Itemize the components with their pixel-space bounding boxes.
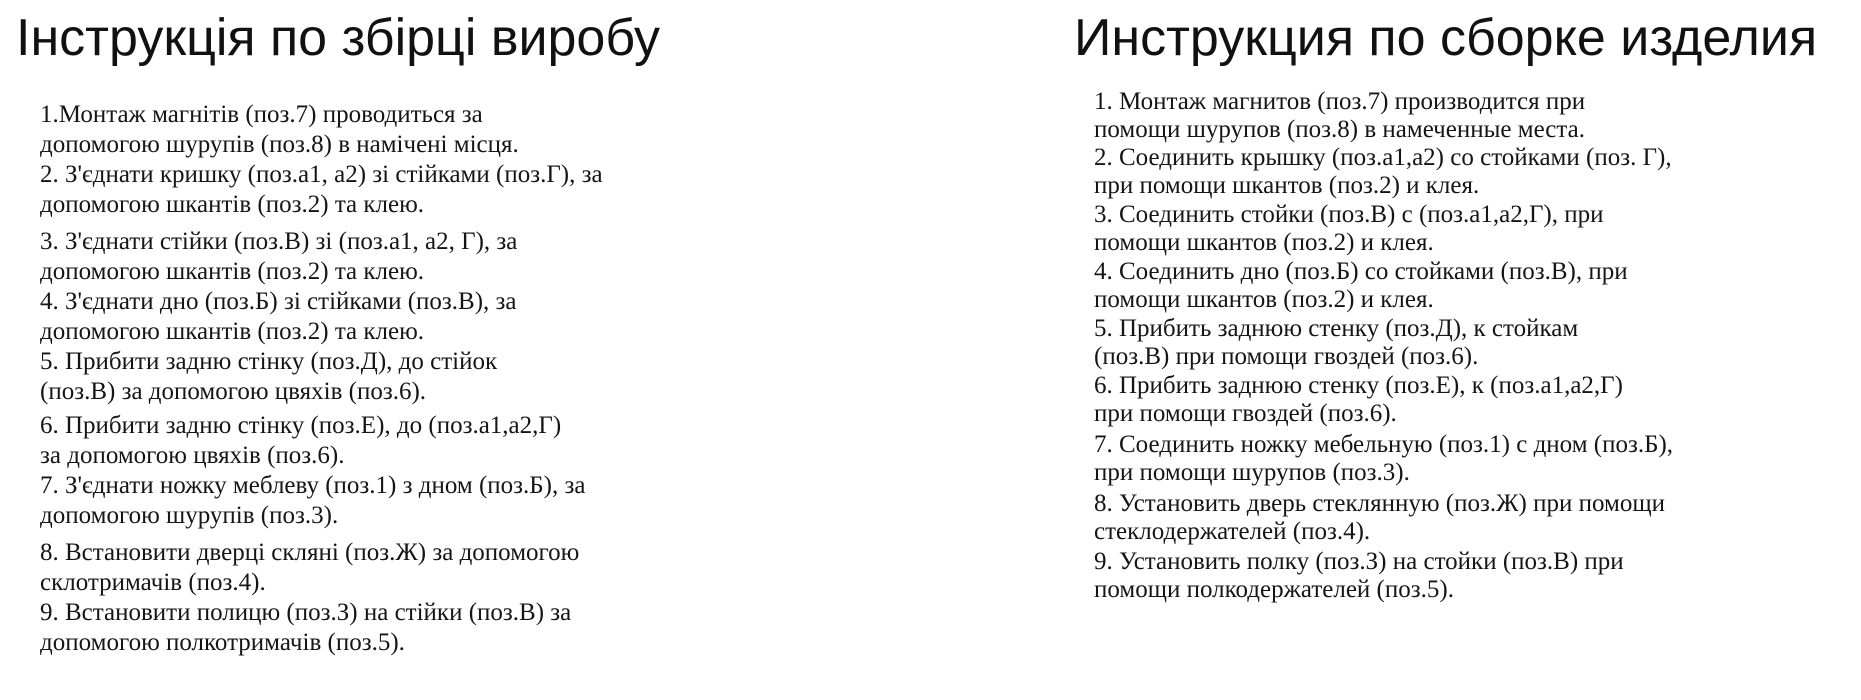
step-4-line-2: допомогою шкантів (поз.2) та клею. — [40, 318, 425, 345]
step-7 — [1094, 431, 1834, 487]
step-8-line-2: склотримачів (поз.4). — [40, 569, 266, 596]
step-5-line-1: 5. Прибити задню стінку (поз.Д), до стійок — [40, 348, 498, 375]
step-6-line-1: 6. Прибить заднюю стенку (поз.Е), к (поз.а1,а2,Г) — [1094, 372, 1623, 399]
step-7-line-1: 7. З'єднати ножку меблеву (поз.1) з дном (поз.Б), за — [40, 472, 586, 499]
step-8 — [40, 538, 880, 598]
step-6-line-2: за допомогою цвяхів (поз.6). — [40, 442, 345, 469]
step-1-line-2: допомогою шурупів (поз.8) в намічені місця. — [40, 131, 519, 158]
step-2-line-1: 2. Соединить крышку (поз.а1,а2) со стойками (поз. Г), — [1094, 144, 1672, 171]
step-6 — [1094, 372, 1834, 428]
step-2 — [1094, 144, 1834, 200]
step-5 — [40, 347, 880, 407]
step-1-line-1: 1.Монтаж магнітів (поз.7) проводиться за — [40, 101, 483, 128]
steps-list-ukrainian — [40, 100, 880, 658]
step-1-line-2: помощи шурупов (поз.8) в намеченные места. — [1094, 116, 1585, 143]
step-5-line-2: (поз.В) при помощи гвоздей (поз.6). — [1094, 343, 1479, 370]
step-7 — [40, 471, 880, 531]
step-4-line-1: 4. З'єднати дно (поз.Б) зі стійками (поз.В), за — [40, 288, 517, 315]
step-4-line-2: помощи шкантов (поз.2) и клея. — [1094, 286, 1434, 313]
step-9 — [40, 598, 880, 658]
step-9 — [1094, 548, 1834, 604]
step-9-line-2: допомогою полкотримачів (поз.5). — [40, 629, 405, 656]
step-3-line-2: допомогою шкантів (поз.2) та клею. — [40, 258, 425, 285]
step-3-line-2: помощи шкантов (поз.2) и клея. — [1094, 229, 1434, 256]
title-ukrainian: Інструкція по збірці виробу — [16, 9, 660, 67]
step-5-line-2: (поз.В) за допомогою цвяхів (поз.6). — [40, 378, 427, 405]
step-3-line-1: 3. З'єднати стійки (поз.В) зі (поз.а1, а2, Г), за — [40, 228, 518, 255]
step-2-line-2: допомогою шкантів (поз.2) та клею. — [40, 191, 425, 218]
step-6-line-1: 6. Прибити задню стінку (поз.Е), до (поз.а1,а2,Г) — [40, 412, 562, 439]
step-1 — [40, 100, 880, 160]
step-2 — [40, 160, 880, 220]
step-4 — [40, 287, 880, 347]
step-5 — [1094, 315, 1834, 371]
step-4-line-1: 4. Соединить дно (поз.Б) со стойками (поз.В), при — [1094, 258, 1628, 285]
step-1 — [1094, 88, 1834, 144]
title-russian: Инструкция по сборке изделия — [1074, 9, 1818, 67]
step-3 — [40, 227, 880, 287]
step-2-line-1: 2. З'єднати кришку (поз.а1, а2) зі стійками (поз.Г), за — [40, 161, 603, 188]
step-9-line-1: 9. Установить полку (поз.З) на стойки (поз.В) при — [1094, 548, 1624, 575]
step-8-line-1: 8. Встановити дверці скляні (поз.Ж) за допомогою — [40, 539, 580, 566]
step-7-line-2: допомогою шурупів (поз.3). — [40, 502, 339, 529]
step-1-line-1: 1. Монтаж магнитов (поз.7) производится при — [1094, 88, 1586, 115]
step-9-line-1: 9. Встановити полицю (поз.З) на стійки (поз.В) за — [40, 599, 572, 626]
step-8 — [1094, 490, 1834, 546]
steps-list-russian — [1094, 88, 1834, 604]
step-3 — [1094, 201, 1834, 257]
step-7-line-1: 7. Соединить ножку мебельную (поз.1) с дном (поз.Б), — [1094, 431, 1674, 458]
step-4 — [1094, 258, 1834, 314]
step-8-line-2: стеклодержателей (поз.4). — [1094, 518, 1371, 545]
step-2-line-2: при помощи шкантов (поз.2) и клея. — [1094, 172, 1480, 199]
step-9-line-2: помощи полкодержателей (поз.5). — [1094, 576, 1454, 603]
step-7-line-2: при помощи шурупов (поз.3). — [1094, 459, 1410, 486]
step-6-line-2: при помощи гвоздей (поз.6). — [1094, 400, 1397, 427]
step-6 — [40, 411, 880, 471]
step-5-line-1: 5. Прибить заднюю стенку (поз.Д), к стойкам — [1094, 315, 1579, 342]
step-3-line-1: 3. Соединить стойки (поз.В) с (поз.а1,а2,Г), при — [1094, 201, 1604, 228]
step-8-line-1: 8. Установить дверь стеклянную (поз.Ж) при помощи — [1094, 490, 1665, 517]
